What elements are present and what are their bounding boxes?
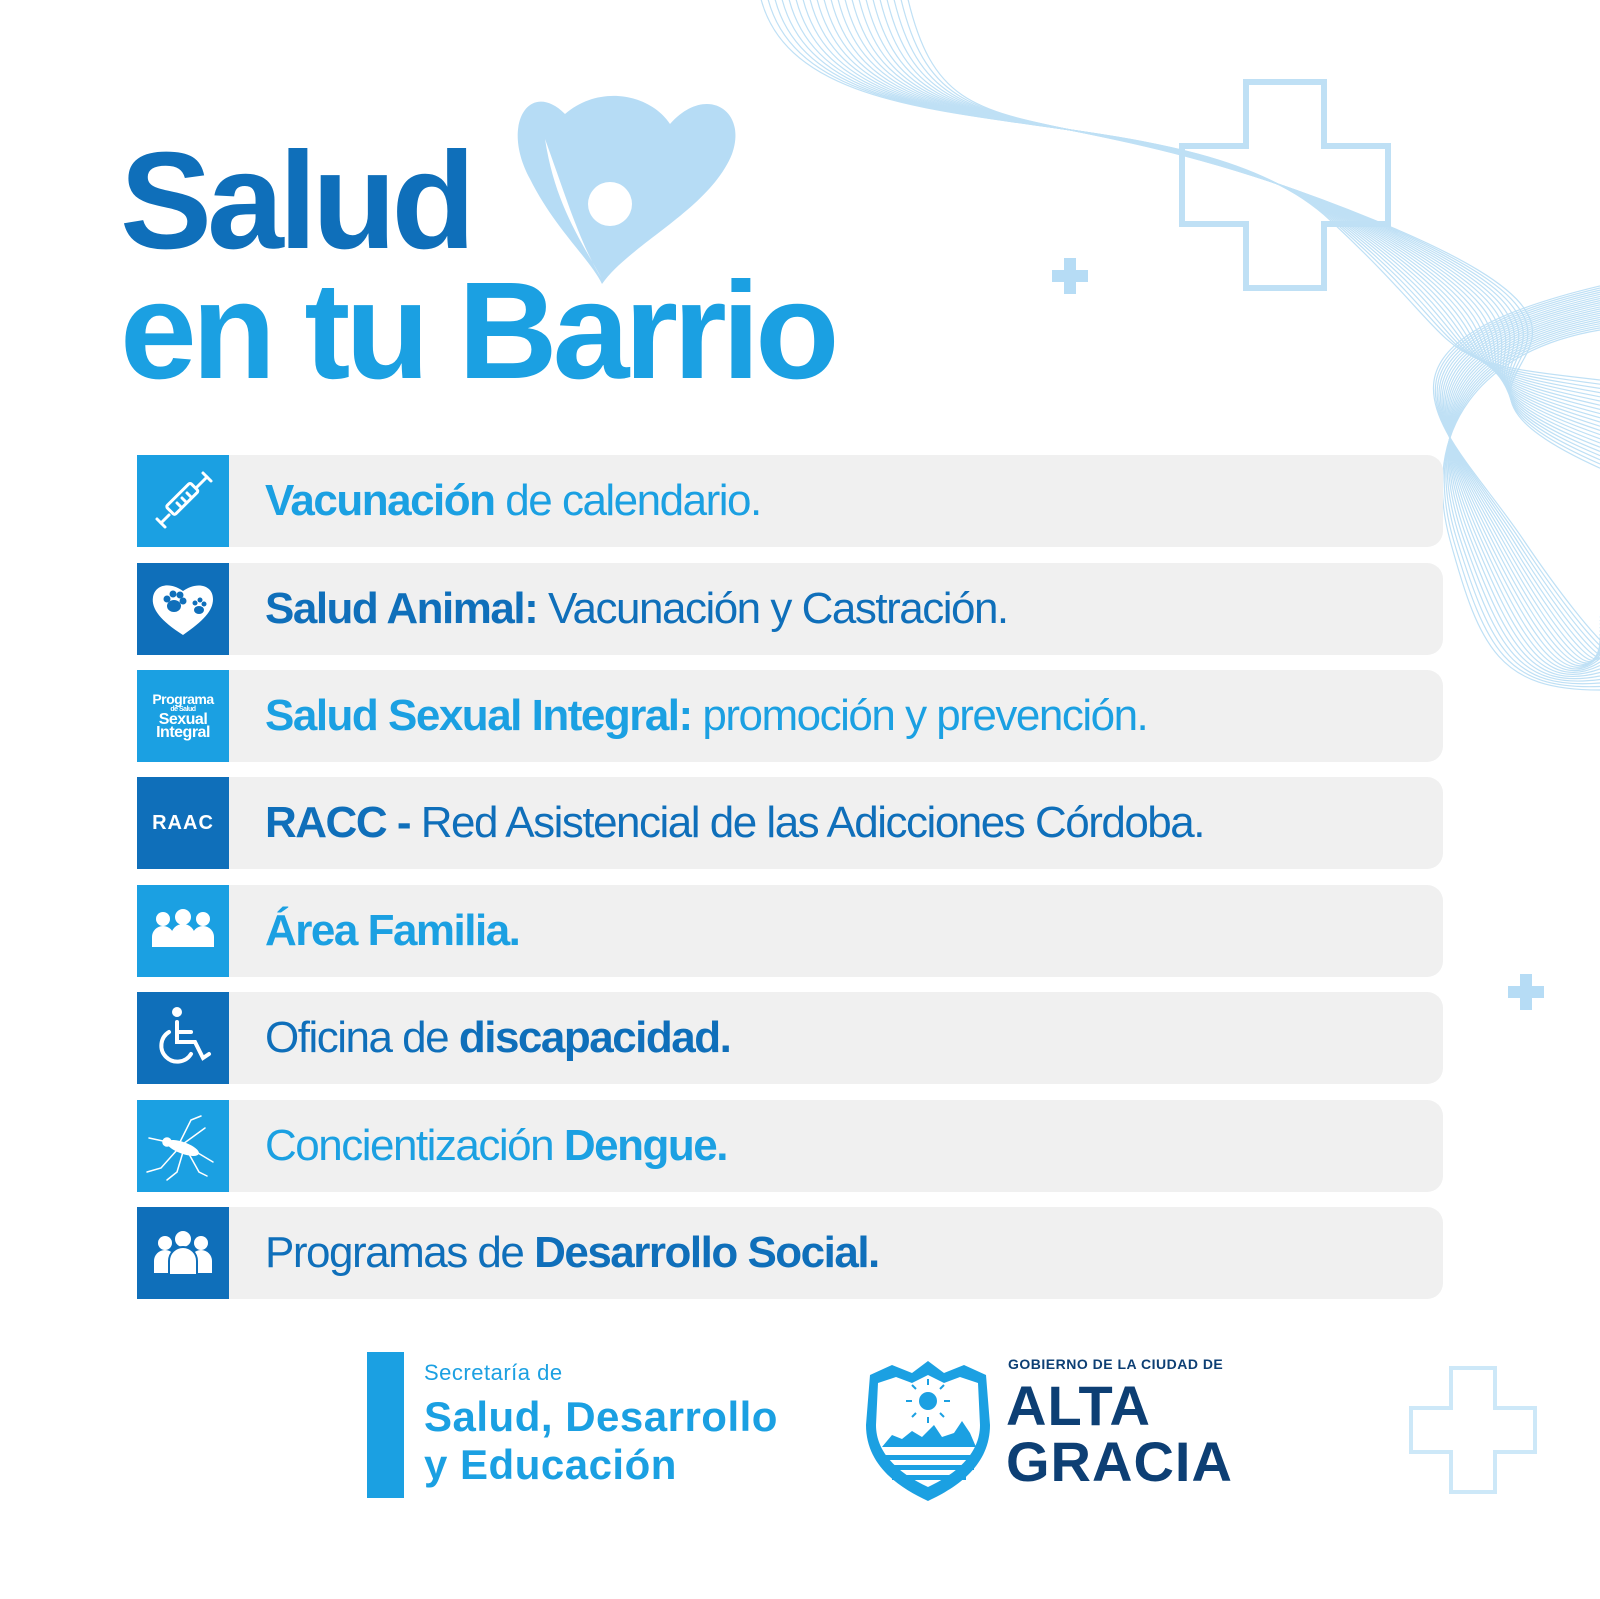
service-text: Oficina de discapacidad. <box>265 1013 731 1062</box>
service-text: Salud Sexual Integral: promoción y prevención. <box>265 691 1148 740</box>
alta-gracia-shield-logo <box>862 1355 994 1503</box>
mosquito-icon <box>137 1100 229 1192</box>
service-text: Vacunación de calendario. <box>265 476 761 525</box>
paw-heart-icon <box>137 563 229 655</box>
service-text: Salud Animal: Vacunación y Castración. <box>265 584 1008 633</box>
secretaria-name: Salud, Desarrollo y Educación <box>424 1393 778 1488</box>
wheelchair-icon <box>137 992 229 1084</box>
program-logo-icon: Programa de Salud Sexual Integral <box>137 670 229 762</box>
big-cross-outline-icon <box>1182 82 1388 288</box>
raac-logo: RAAC <box>137 777 229 869</box>
city-name: ALTA GRACIA <box>1006 1374 1233 1493</box>
gobierno-label: GOBIERNO DE LA CIUDAD DE <box>1008 1356 1224 1372</box>
secretaria-accent-bar <box>367 1352 404 1498</box>
service-text: Programas de Desarrollo Social. <box>265 1228 879 1277</box>
secretaria-label: Secretaría de <box>424 1360 563 1385</box>
group-icon <box>137 1207 229 1299</box>
cross-outline-bottom-icon <box>1411 1368 1535 1492</box>
syringe-icon <box>137 455 229 547</box>
service-row-area-familia <box>137 885 1443 977</box>
service-row-salud-sexual <box>137 670 1443 762</box>
service-text: RACC - Red Asistencial de las Adicciones Córdoba. <box>265 798 1204 847</box>
title-line-2: en tu Barrio <box>120 254 835 408</box>
title-line-1: Salud <box>120 124 471 278</box>
service-row-desarrollo-social <box>137 1207 1443 1299</box>
service-text: Concientización Dengue. <box>265 1121 727 1170</box>
service-row-vacunacion <box>137 455 1443 547</box>
service-text: Área Familia. <box>265 906 520 955</box>
family-icon <box>137 885 229 977</box>
service-row-racc <box>137 777 1443 869</box>
service-row-discapacidad <box>137 992 1443 1084</box>
service-row-dengue <box>137 1100 1443 1192</box>
service-row-salud-animal <box>137 563 1443 655</box>
